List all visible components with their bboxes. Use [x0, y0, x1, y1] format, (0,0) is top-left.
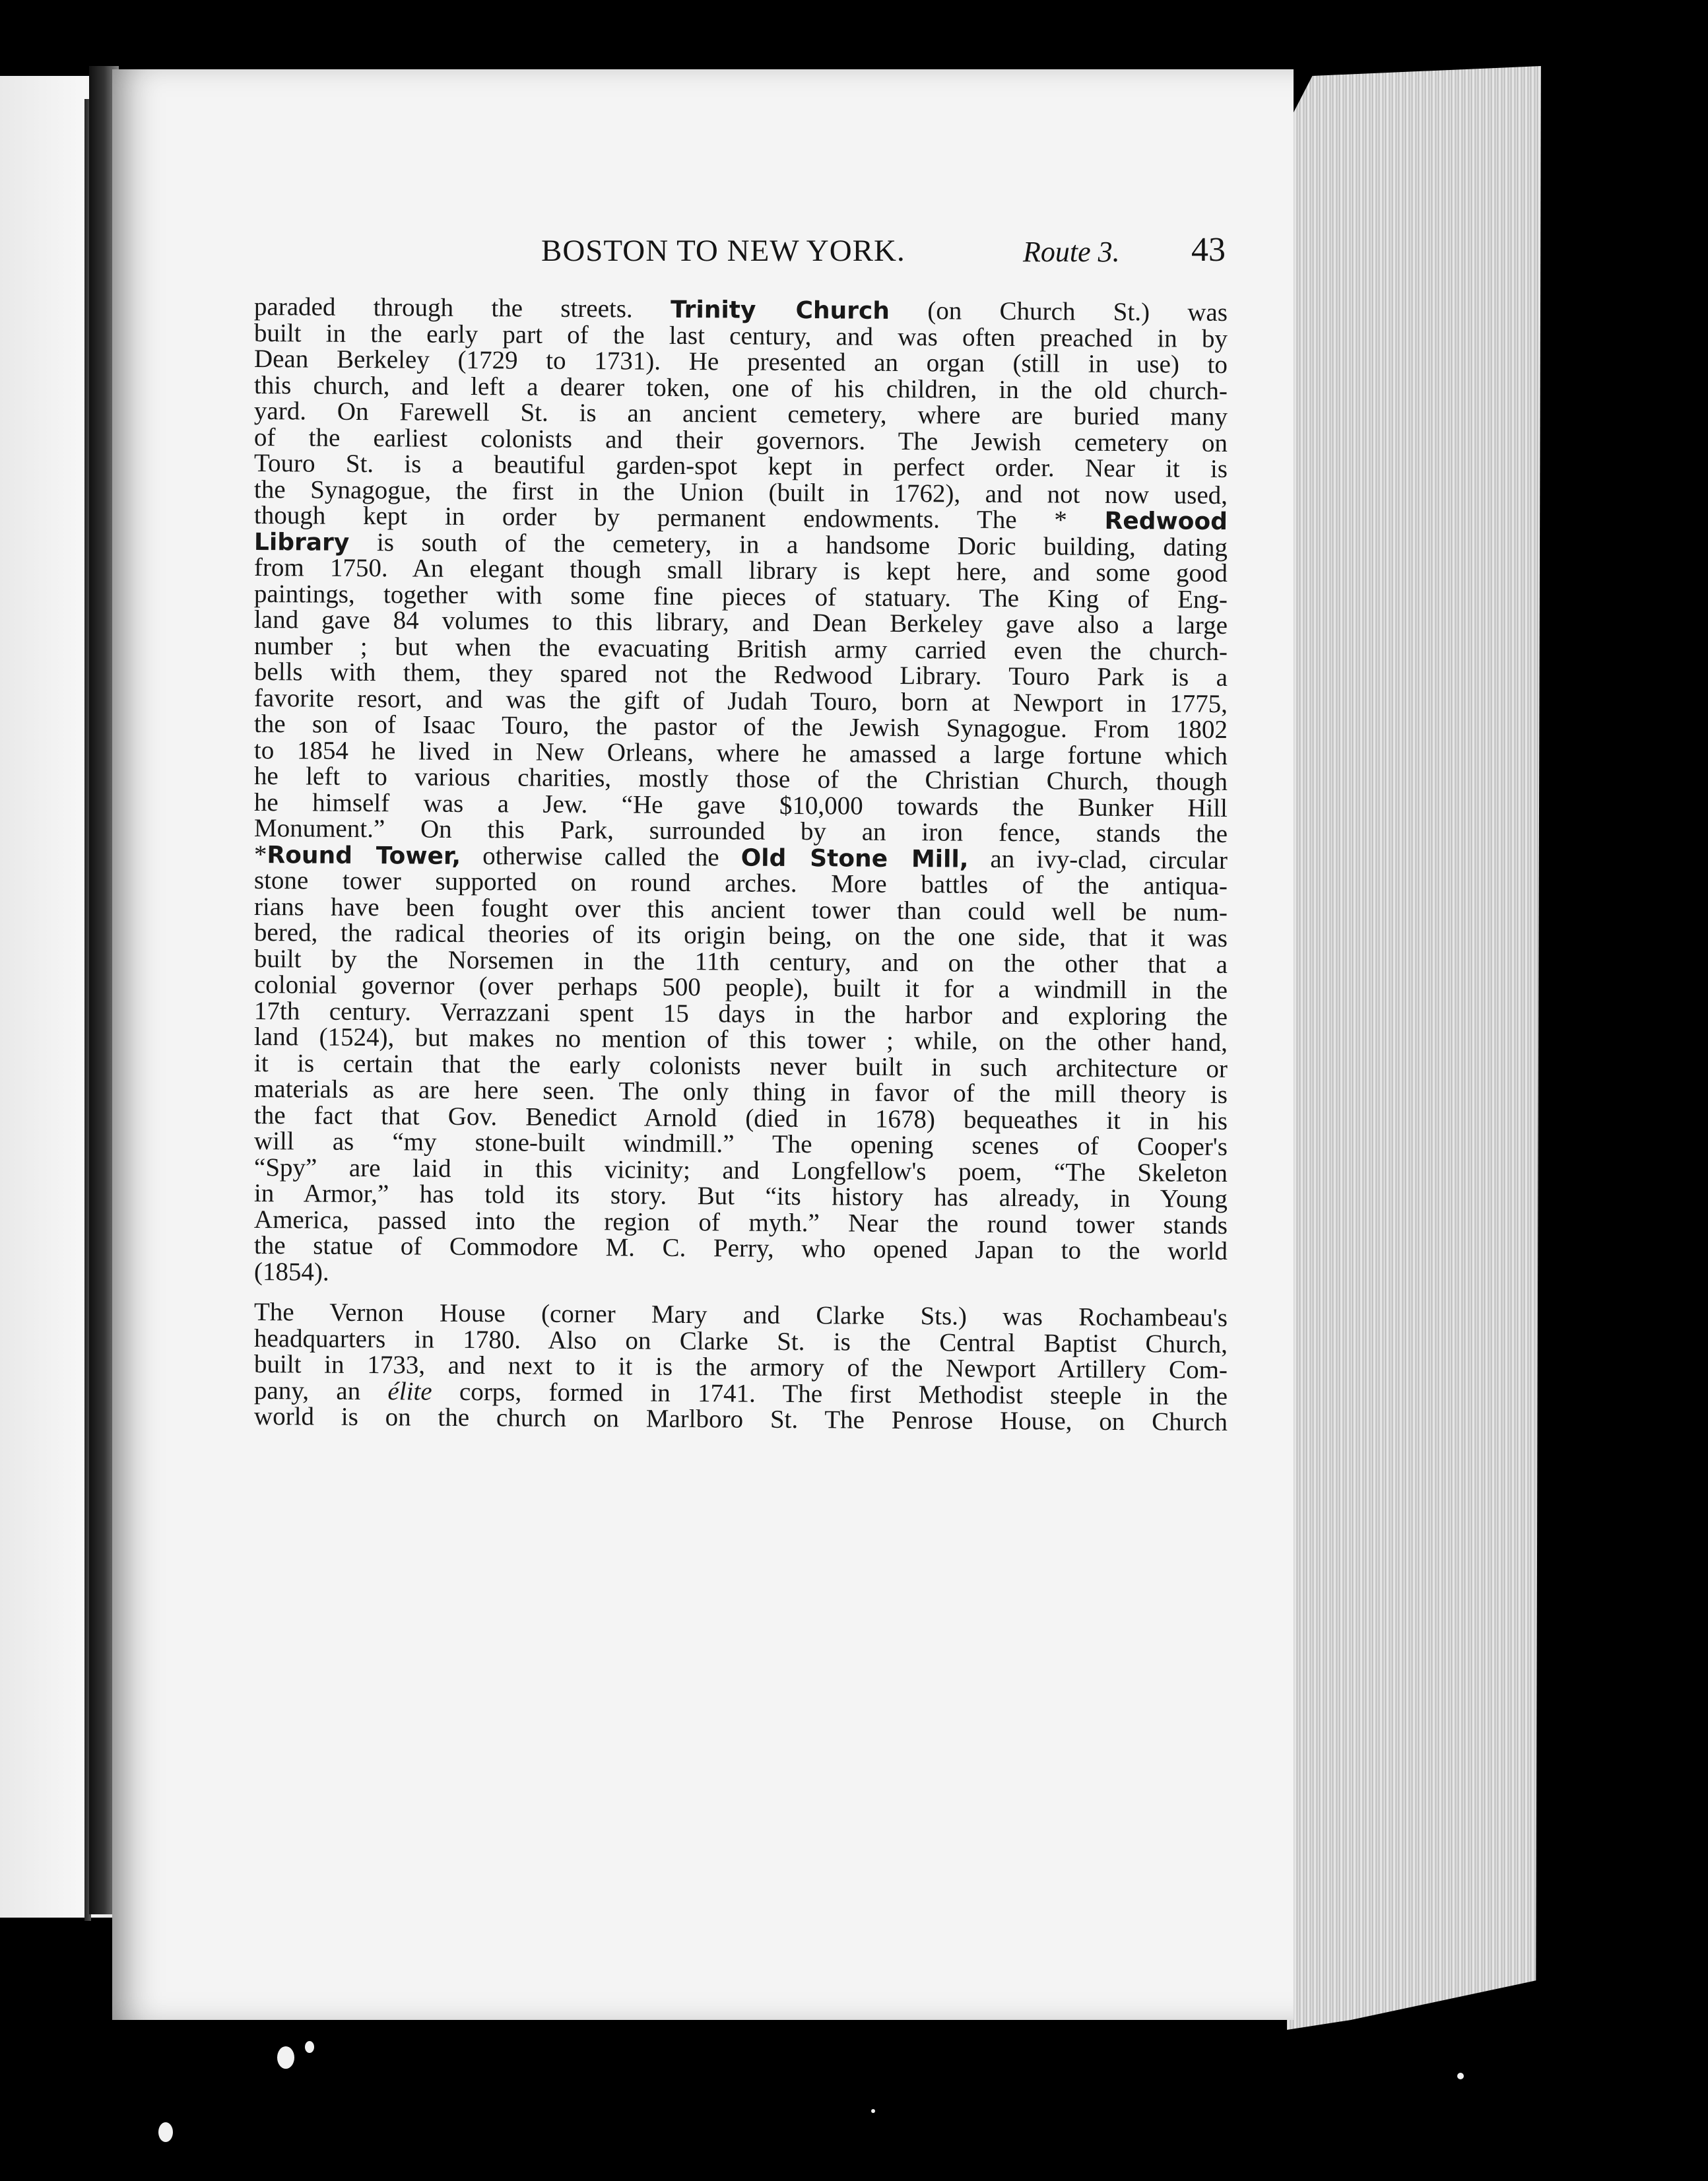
dust-speck — [1457, 2073, 1464, 2079]
body-text — [253, 292, 1228, 1437]
page-fore-edge — [1287, 66, 1541, 2040]
text-line: yard. On Farewell St. is an ancient cemetery, where are buried many — [253, 397, 1228, 432]
text-line: stone tower supported on round arches. More battles of the antiqua- — [253, 866, 1228, 901]
book-page — [112, 69, 1294, 2020]
text-line: he left to various charities, mostly those of the Christian Church, though — [253, 762, 1228, 797]
text-line: rians have been fought over this ancient tower than could well be num- — [253, 892, 1228, 927]
place-name: Redwood — [1104, 507, 1228, 536]
text-line: paintings, together with some fine pieces of statuary. The King of Eng- — [253, 579, 1228, 614]
text-line: bered, the radical theories of its origin being, on the one side, that it was — [253, 918, 1228, 953]
text-line: headquarters in 1780. Also on Clarke St. is the Central Baptist Church, — [253, 1324, 1228, 1359]
text-line: land (1524), but makes no mention of this tower ; while, on the other hand, — [253, 1023, 1228, 1057]
text-line: though kept in order by permanent endowments. The * Redwood — [253, 501, 1228, 536]
text-line: Dean Berkeley (1729 to 1731). He presented an organ (still in use) to — [253, 345, 1228, 380]
text-line: world is on the church on Marlboro St. The Penrose House, on Church — [253, 1402, 1228, 1437]
text-line: (1854). — [253, 1257, 329, 1287]
text-line: *Round Tower, otherwise called the Old Stone Mill, an ivy-clad, circular — [253, 840, 1228, 875]
route-label: Route 3. — [1023, 236, 1120, 268]
text-line: he himself was a Jew. “He gave $10,000 towards the Bunker Hill — [253, 788, 1228, 822]
text-line: 17th century. Verrazzani spent 15 days in the harbor and exploring the — [253, 996, 1228, 1031]
dust-speck — [871, 2109, 875, 2113]
text-line: the son of Isaac Touro, the pastor of the Jewish Synagogue. From 1802 — [253, 710, 1228, 745]
text-line: from 1750. An elegant though small library is kept here, and some good — [253, 553, 1228, 588]
running-header — [541, 233, 1241, 279]
text-line: built in 1733, and next to it is the armory of the Newport Artillery Com- — [253, 1350, 1228, 1385]
text-line: to 1854 he lived in New Orleans, where he amassed a large fortune which — [253, 735, 1228, 770]
italic-word: élite — [387, 1376, 432, 1406]
dust-speck — [277, 2046, 294, 2069]
text-line: pany, an élite corps, formed in 1741. The first Methodist steeple in the — [253, 1376, 1228, 1411]
text-line: of the earliest colonists and their governors. The Jewish cemetery on — [253, 422, 1228, 457]
text-line: built by the Norsemen in the 11th century, and on the other that a — [253, 944, 1228, 979]
text-line: built in the early part of the last century, and was often preached in by — [253, 318, 1228, 353]
text-line: bells with them, they spared not the Redwood Library. Touro Park is a — [253, 657, 1228, 692]
text-line: “Spy” are laid in this vicinity; and Longfellow's poem, “The Skeleton — [253, 1153, 1228, 1188]
text-line: Library is south of the cemetery, in a handsome Doric building, dating — [253, 527, 1228, 562]
text-line: Touro St. is a beautiful garden-spot kept in perfect order. Near it is — [253, 449, 1228, 484]
text-line: colonial governor (over perhaps 500 people), built it for a windmill in the — [253, 970, 1228, 1005]
text-line: the Synagogue, the first in the Union (built in 1762), and not now used, — [253, 475, 1228, 510]
place-name: Old Stone Mill, — [740, 844, 969, 873]
dust-speck — [158, 2122, 173, 2142]
dust-speck — [305, 2041, 314, 2053]
text-line: it is certain that the early colonists never built in such architecture or — [253, 1048, 1228, 1083]
text-line: America, passed into the region of myth.” Near the round tower stands — [253, 1205, 1228, 1240]
text-line: Monument.” On this Park, surrounded by an iron fence, stands the — [253, 814, 1228, 849]
place-name: Trinity Church — [670, 296, 890, 325]
place-name: Round Tower, — [267, 841, 461, 870]
text-line: the statue of Commodore M. C. Perry, who opened Japan to the world — [253, 1231, 1228, 1266]
text-line: The Vernon House (corner Mary and Clarke Sts.) was Rochambeau's — [253, 1298, 1228, 1333]
text-line: paraded through the streets. Trinity Church (on Church St.) was — [253, 292, 1228, 327]
text-line: favorite resort, and was the gift of Judah Touro, born at Newport in 1775, — [253, 683, 1228, 718]
text-line: in Armor,” has told its story. But “its history has already, in Young — [253, 1179, 1228, 1214]
text-line: materials as are here seen. The only thing in favor of the mill theory is — [253, 1075, 1228, 1110]
text-line: will as “my stone-built windmill.” The opening scenes of Cooper's — [253, 1127, 1228, 1162]
place-name: Library — [253, 528, 350, 556]
text-line: this church, and left a dearer token, one of his children, in the old church- — [253, 370, 1228, 405]
running-title: BOSTON TO NEW YORK. — [541, 234, 905, 268]
text-line: the fact that Gov. Benedict Arnold (died in 1678) bequeathes it in his — [253, 1100, 1228, 1135]
page-number: 43 — [1191, 231, 1226, 269]
text-line: number ; but when the evacuating British army carried even the church- — [253, 631, 1228, 666]
text-line: land gave 84 volumes to this library, and Dean Berkeley gave also a large — [253, 605, 1228, 640]
